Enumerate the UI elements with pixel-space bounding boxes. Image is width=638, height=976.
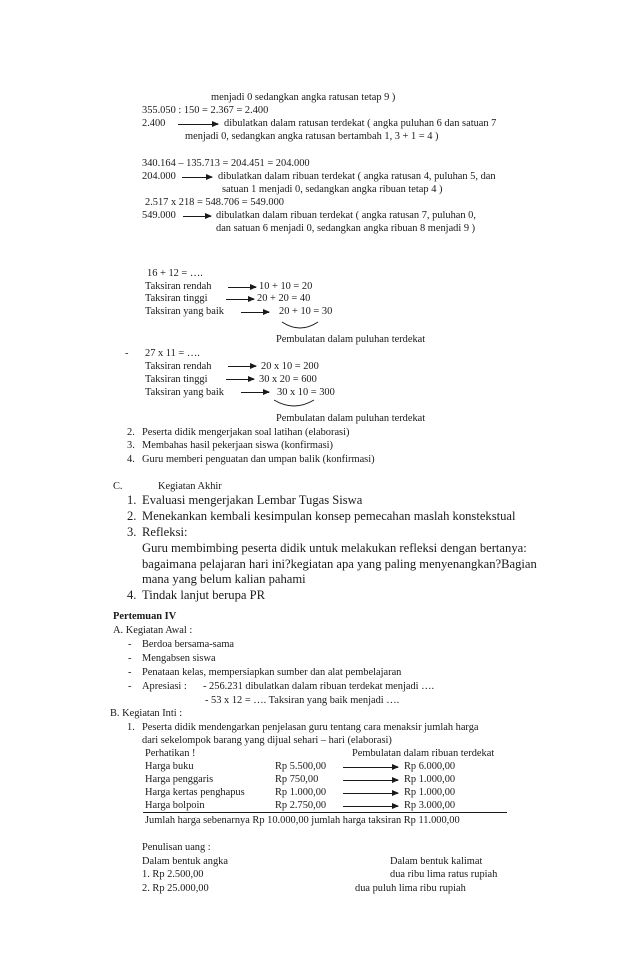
price-item: Harga kertas penghapus	[145, 787, 245, 798]
arrow-icon	[228, 287, 256, 288]
estimate-label: Taksiran rendah	[145, 361, 212, 372]
closing-item: Tindak lanjut berupa PR	[142, 588, 266, 602]
brace-icon	[272, 398, 316, 410]
brace-icon	[280, 320, 320, 332]
price-item: Harga penggaris	[145, 774, 214, 785]
section-title: Kegiatan Akhir	[158, 481, 222, 492]
column-header: Dalam bentuk angka	[142, 856, 228, 867]
arrow-icon	[228, 366, 256, 367]
money-words: dua ribu lima ratus rupiah	[390, 869, 498, 880]
estimate-value: 20 + 20 = 40	[257, 293, 311, 304]
step-number: 1.	[127, 722, 135, 733]
text-line: satuan 1 menjadi 0, sedangkan angka ribuan tetap 4 )	[222, 184, 443, 195]
estimate-label: Taksiran yang baik	[145, 387, 224, 398]
arrow-icon	[226, 379, 254, 380]
apersepsi-label: Apresiasi :	[142, 681, 187, 692]
text-line: dibulatkan dalam ratusan terdekat ( angka puluhan 6 dan satuan 7	[224, 118, 497, 129]
closing-number: 4.	[127, 588, 137, 602]
meeting-title: Pertemuan IV	[113, 611, 177, 622]
arrow-icon	[343, 780, 398, 781]
arrow-icon	[182, 177, 212, 178]
estimate-value: 30 x 10 = 300	[277, 387, 335, 398]
text-line: dan satuan 6 menjadi 0, sedangkan angka ribuan 8 menjadi 9 )	[216, 223, 476, 234]
estimate-label: Taksiran tinggi	[145, 293, 208, 304]
estimate-label: Taksiran yang baik	[145, 306, 224, 317]
reflection-line: bagaimana pelajaran hari ini?kegiatan apa yang paling menyenangkan?Bagian	[142, 557, 537, 571]
estimate-note: Pembulatan dalam puluhan terdekat	[276, 413, 426, 424]
estimate-problem: 16 + 12 = ….	[147, 268, 203, 279]
text-line: 204.000	[142, 171, 176, 182]
text-line: 549.000	[142, 210, 176, 221]
text-line: 2.400	[142, 118, 166, 129]
arrow-icon	[226, 299, 254, 300]
estimate-note: Pembulatan dalam puluhan terdekat	[276, 334, 426, 345]
text-line: 340.164 – 135.713 = 204.451 = 204.000	[142, 158, 310, 169]
price-value: Rp 1.000,00	[275, 787, 327, 798]
price-rounded: Rp 3.000,00	[404, 800, 456, 811]
column-header: Dalam bentuk kalimat	[390, 856, 483, 867]
step-text: dari sekelompok barang yang dijual sehari – hari (elaborasi)	[142, 735, 392, 746]
total-line: Jumlah harga sebenarnya Rp 10.000,00 jumlah harga taksiran Rp 11.000,00	[145, 815, 460, 826]
list-dash: -	[125, 348, 129, 359]
step-number: 4.	[127, 454, 135, 465]
closing-item: Menekankan kembali kesimpulan konsep pemecahan maslah konstekstual	[142, 509, 516, 523]
step-text: Peserta didik mendengarkan penjelasan guru tentang cara menaksir jumlah harga	[142, 722, 479, 733]
closing-item: Evaluasi mengerjakan Lembar Tugas Siswa	[142, 493, 363, 507]
step-text: Guru memberi penguatan dan umpan balik (konfirmasi)	[142, 454, 375, 465]
arrow-icon	[343, 767, 398, 768]
estimate-value: 20 + 10 = 30	[279, 306, 333, 317]
list-dash: -	[128, 639, 132, 650]
money-words: dua puluh lima ribu rupiah	[355, 883, 466, 894]
text-line: dibulatkan dalam ribuan terdekat ( angka ratusan 4, puluhan 5, dan	[218, 171, 496, 182]
list-dash: -	[128, 653, 132, 664]
estimate-label: Taksiran rendah	[145, 281, 212, 292]
divider	[143, 812, 507, 813]
section-letter: C.	[113, 481, 123, 492]
step-number: 3.	[127, 440, 135, 451]
step-number: 2.	[127, 427, 135, 438]
reflection-line: Guru membimbing peserta didik untuk melakukan refleksi dengan bertanya:	[142, 541, 527, 555]
estimate-value: 30 x 20 = 600	[259, 374, 317, 385]
list-item: Berdoa bersama-sama	[142, 639, 235, 650]
writing-title: Penulisan uang :	[142, 842, 211, 853]
section-title: B. Kegiatan Inti :	[110, 708, 183, 719]
price-rounded: Rp 6.000,00	[404, 761, 456, 772]
section-title: A. Kegiatan Awal :	[113, 625, 193, 636]
estimate-value: 20 x 10 = 200	[261, 361, 319, 372]
list-item: Mengabsen siswa	[142, 653, 216, 664]
estimate-value: 10 + 10 = 20	[259, 281, 313, 292]
closing-number: 3.	[127, 525, 137, 539]
text-line: 2.517 x 218 = 548.706 = 549.000	[145, 197, 285, 208]
reflection-line: mana yang belum kalian pahami	[142, 572, 306, 586]
arrow-icon	[343, 793, 398, 794]
apersepsi-text: - 256.231 dibulatkan dalam ribuan terdekat menjadi ….	[203, 681, 435, 692]
money-number: 2. Rp 25.000,00	[142, 883, 209, 894]
list-dash: -	[128, 667, 132, 678]
price-value: Rp 750,00	[275, 774, 319, 785]
arrow-icon	[241, 312, 269, 313]
apersepsi-text: - 53 x 12 = …. Taksiran yang baik menjadi ….	[205, 695, 400, 706]
list-dash: -	[128, 681, 132, 692]
price-item: Harga buku	[145, 761, 194, 772]
text-line: dibulatkan dalam ribuan terdekat ( angka ratusan 7, puluhan 0,	[216, 210, 476, 221]
step-text: Membahas hasil pekerjaan siswa (konfirmasi)	[142, 440, 334, 451]
money-number: 1. Rp 2.500,00	[142, 869, 204, 880]
price-value: Rp 5.500,00	[275, 761, 327, 772]
step-text: Peserta didik mengerjakan soal latihan (elaborasi)	[142, 427, 350, 438]
closing-number: 2.	[127, 509, 137, 523]
rounding-header: Pembulatan dalam ribuan terdekat	[352, 748, 495, 759]
arrow-icon	[343, 806, 398, 807]
price-rounded: Rp 1.000,00	[404, 787, 456, 798]
text-line: menjadi 0, sedangkan angka ratusan bertambah 1, 3 + 1 = 4 )	[185, 131, 439, 142]
price-rounded: Rp 1.000,00	[404, 774, 456, 785]
price-value: Rp 2.750,00	[275, 800, 327, 811]
arrow-icon	[178, 124, 218, 125]
closing-number: 1.	[127, 493, 137, 507]
arrow-icon	[241, 392, 269, 393]
list-item: Penataan kelas, mempersiapkan sumber dan alat pembelajaran	[142, 667, 402, 678]
estimate-label: Taksiran tinggi	[145, 374, 208, 385]
perhatikan-label: Perhatikan !	[145, 748, 196, 759]
arrow-icon	[183, 216, 211, 217]
estimate-problem: 27 x 11 = ….	[145, 348, 200, 359]
price-item: Harga bolpoin	[145, 800, 205, 811]
text-line: 355.050 : 150 = 2.367 = 2.400	[142, 105, 269, 116]
closing-item: Refleksi:	[142, 525, 188, 539]
text-line: menjadi 0 sedangkan angka ratusan tetap 9 )	[211, 92, 396, 103]
